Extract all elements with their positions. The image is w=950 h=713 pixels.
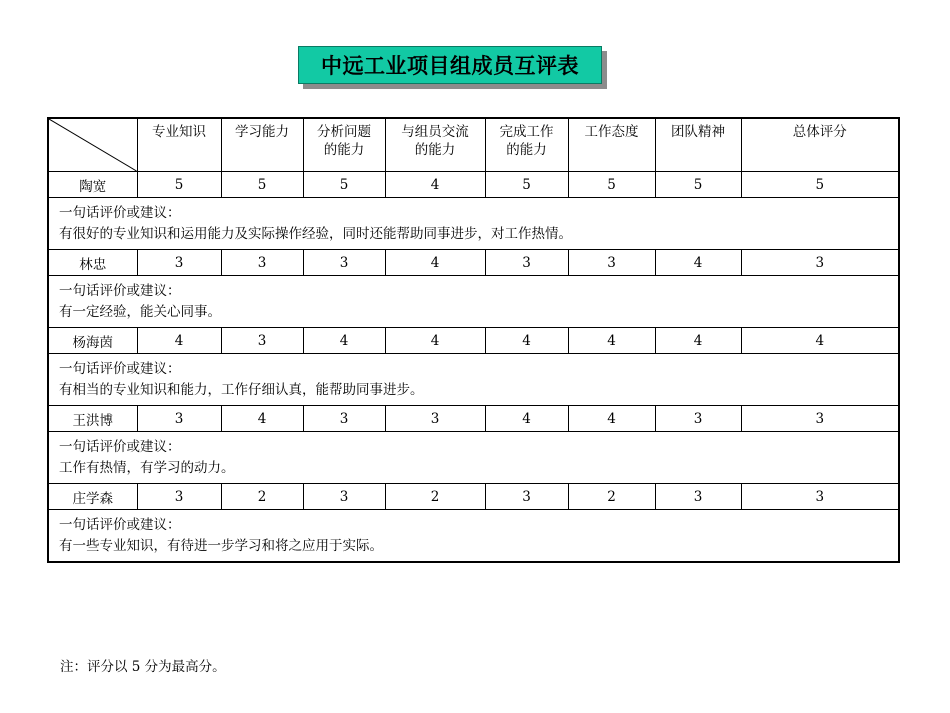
column-header-line: 专业知识 xyxy=(152,124,206,140)
member-name: 庄学森 xyxy=(48,484,137,510)
score-cell: 3 xyxy=(741,406,899,432)
score-cell: 4 xyxy=(385,172,485,198)
comment-text: 工作有热情，有学习的动力。 xyxy=(59,459,235,476)
score-cell: 3 xyxy=(221,250,303,276)
score-cell: 3 xyxy=(137,484,221,510)
column-header-line: 分析问题 xyxy=(317,124,371,140)
table-row xyxy=(48,406,899,432)
comment-row xyxy=(48,198,899,250)
column-header-line: 与组员交流 xyxy=(401,124,469,140)
comment-row xyxy=(48,276,899,328)
column-header xyxy=(385,118,485,172)
column-header xyxy=(303,118,385,172)
score-cell: 5 xyxy=(303,172,385,198)
member-name: 王洪博 xyxy=(48,406,137,432)
column-header-line: 的能力 xyxy=(414,142,456,158)
score-cell: 4 xyxy=(137,328,221,354)
score-cell: 3 xyxy=(655,406,741,432)
comment-cell xyxy=(48,198,899,250)
comment-label: 一句话评价或建议： xyxy=(59,360,181,377)
column-header-line: 的能力 xyxy=(323,142,365,158)
comment-text: 有相当的专业知识和能力，工作仔细认真，能帮助同事进步。 xyxy=(59,381,424,398)
score-cell: 4 xyxy=(385,328,485,354)
score-cell: 4 xyxy=(655,328,741,354)
column-header-line: 总体评分 xyxy=(792,124,847,140)
column-header xyxy=(568,118,655,172)
comment-cell xyxy=(48,510,899,563)
title-banner xyxy=(298,46,606,88)
score-cell: 2 xyxy=(221,484,303,510)
score-cell: 4 xyxy=(385,250,485,276)
score-cell: 3 xyxy=(568,250,655,276)
comment-text: 有一定经验，能关心同事。 xyxy=(59,303,221,320)
comment-cell xyxy=(48,432,899,484)
comment-label: 一句话评价或建议： xyxy=(59,282,181,299)
score-cell: 5 xyxy=(568,172,655,198)
column-header xyxy=(137,118,221,172)
table-row xyxy=(48,328,899,354)
score-cell: 5 xyxy=(221,172,303,198)
score-cell: 3 xyxy=(741,250,899,276)
column-header-line: 学习能力 xyxy=(235,124,289,140)
comment-text: 有一些专业知识，有待进一步学习和将之应用于实际。 xyxy=(59,537,383,554)
footnote: 注：评分以 5 分为最高分。 xyxy=(60,659,226,675)
score-cell: 4 xyxy=(485,406,568,432)
score-cell: 3 xyxy=(741,484,899,510)
score-cell: 4 xyxy=(303,328,385,354)
comment-cell xyxy=(48,354,899,406)
score-cell: 4 xyxy=(568,406,655,432)
comment-row xyxy=(48,432,899,484)
score-cell: 2 xyxy=(385,484,485,510)
comment-label: 一句话评价或建议： xyxy=(59,204,181,221)
page-title: 中远工业项目组成员互评表 xyxy=(298,46,602,84)
score-cell: 3 xyxy=(485,484,568,510)
score-cell: 3 xyxy=(303,484,385,510)
score-cell: 3 xyxy=(137,250,221,276)
column-header xyxy=(741,118,899,172)
column-header xyxy=(221,118,303,172)
score-cell: 3 xyxy=(303,406,385,432)
score-cell: 4 xyxy=(485,328,568,354)
member-name: 杨海茵 xyxy=(48,328,137,354)
column-header-line: 工作态度 xyxy=(584,124,639,140)
diagonal-line xyxy=(49,119,137,171)
score-cell: 5 xyxy=(137,172,221,198)
comment-row xyxy=(48,510,899,563)
score-cell: 3 xyxy=(655,484,741,510)
comment-row xyxy=(48,354,899,406)
score-cell: 4 xyxy=(568,328,655,354)
member-name: 陶宽 xyxy=(48,172,137,198)
table-row xyxy=(48,172,899,198)
evaluation-table xyxy=(47,117,900,563)
score-cell: 5 xyxy=(485,172,568,198)
score-cell: 2 xyxy=(568,484,655,510)
score-cell: 3 xyxy=(385,406,485,432)
score-cell: 5 xyxy=(741,172,899,198)
comment-text: 有很好的专业知识和运用能力及实际操作经验，同时还能帮助同事进步，对工作热情。 xyxy=(59,225,572,242)
table-row xyxy=(48,484,899,510)
column-header-line: 的能力 xyxy=(506,142,547,158)
column-header xyxy=(655,118,741,172)
column-header-line: 团队精神 xyxy=(671,124,725,140)
comment-label: 一句话评价或建议： xyxy=(59,516,181,533)
member-name: 林忠 xyxy=(48,250,137,276)
score-cell: 4 xyxy=(741,328,899,354)
score-cell: 4 xyxy=(221,406,303,432)
score-cell: 3 xyxy=(303,250,385,276)
diagonal-corner-cell xyxy=(48,118,137,172)
score-cell: 3 xyxy=(485,250,568,276)
column-header xyxy=(485,118,568,172)
score-cell: 3 xyxy=(137,406,221,432)
comment-label: 一句话评价或建议： xyxy=(59,438,181,455)
score-cell: 5 xyxy=(655,172,741,198)
score-cell: 3 xyxy=(221,328,303,354)
column-header-line: 完成工作 xyxy=(499,124,554,140)
comment-cell xyxy=(48,276,899,328)
header-row xyxy=(48,118,899,172)
score-cell: 4 xyxy=(655,250,741,276)
table-row xyxy=(48,250,899,276)
